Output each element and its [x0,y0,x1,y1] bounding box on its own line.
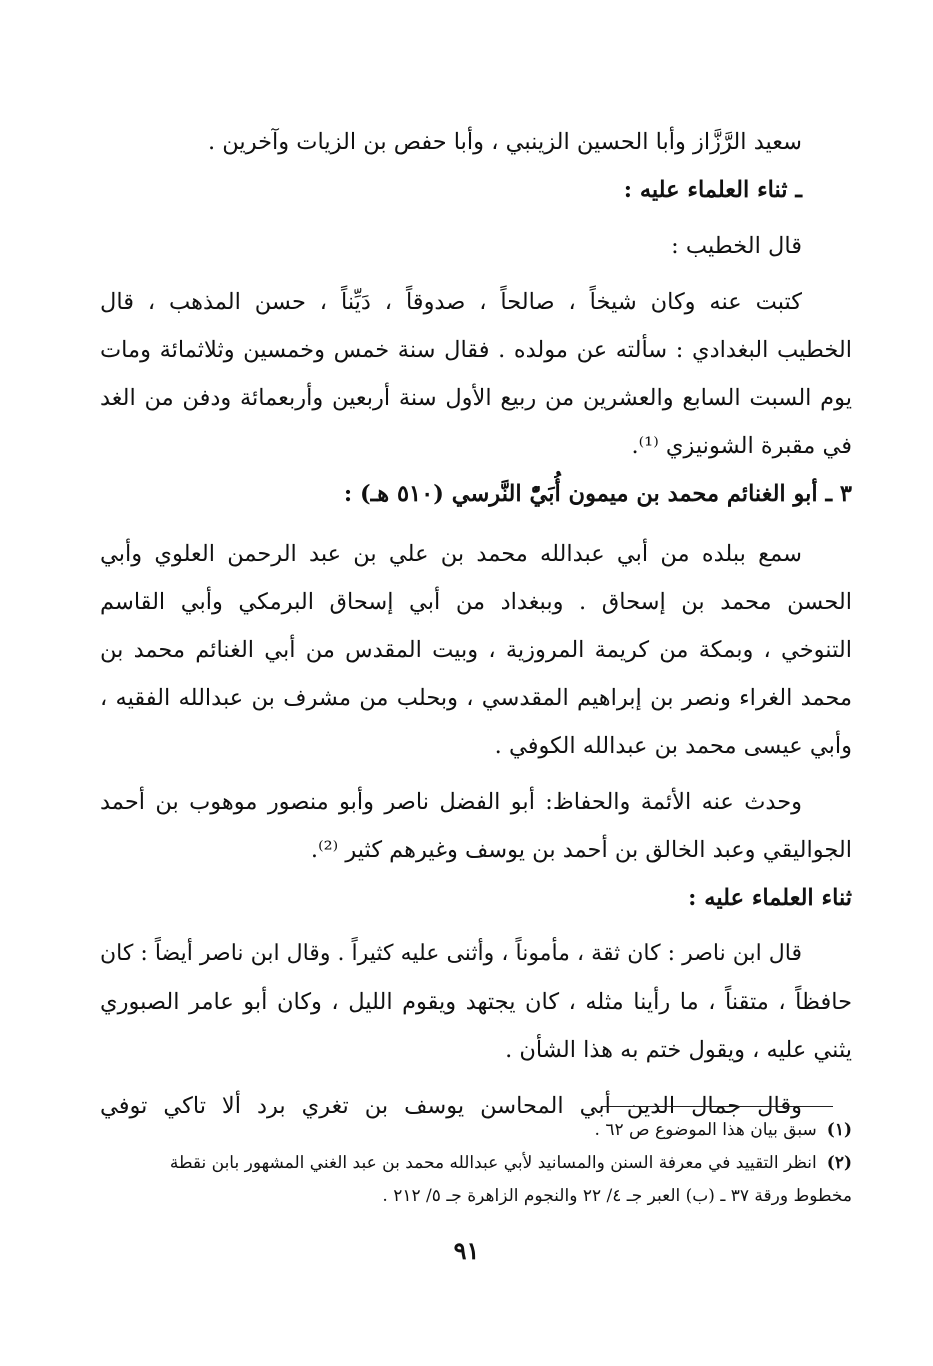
footnote-1 [100,1114,852,1147]
paragraph-line: الجواليقي وعبد الخالق بن أحمد بن يوسف وغيرهم كثير ⁽²⁾. [310,837,852,863]
paragraph-line: وأبي عيسى محمد بن عبدالله الكوفي . [494,733,852,759]
footnotes [100,1114,852,1213]
paragraph-line: يوم السبت السابع والعشرين من ربيع الأول سنة أربعين وأربعمائة ودفن من الغد [100,385,852,411]
footnote-text: سبق بيان هذا الموضوع ص ٦٢ . [594,1120,817,1140]
footnote-text: انظر التقييد في معرفة السنن والمسانيد لأبي عبدالله محمد بن عبد الغني المشهور بابن نقطة [169,1153,817,1173]
section-heading: ـ ثناء العلماء عليه : [623,177,802,203]
page-number: ٩١ [453,1236,480,1265]
paragraph-line: وقال جمال الدين أبي المحاسن يوسف بن تغري برد ألا تاكي توفي [100,1093,802,1119]
paragraph-line: محمد الغراء ونصر بن إبراهيم المقدسي ، وبحلب من مشرف بن عبدالله الفقيه ، [100,685,852,711]
paragraph-line: الحسن محمد بن إسحاق . وببغداد من أبي إسحاق البرمكي وأبي القاسم [100,589,852,615]
footnote-number: (١) [826,1120,852,1140]
section-heading: ثناء العلماء عليه : [688,885,852,911]
paragraph-line: الخطيب البغدادي : سألته عن مولده . فقال سنة خمس وخمسين وثلاثمائة ومات [100,337,852,363]
paragraph-line: قال ابن ناصر : كان ثقة ، مأموناً ، وأثنى عليه كثيراً . وقال ابن ناصر أيضاً : كان [100,941,802,966]
paragraph-line: قال الخطيب : [671,233,802,259]
biography-heading: ٣ ـ أبو الغنائم محمد بن ميمون أُبَيّْ النَّرسي (٥١٠ هـ) : [343,481,852,507]
paragraph-line: وحدث عنه الأئمة والحفاظ: أبو الفضل ناصر وأبو منصور موهوب بن أحمد [100,789,802,815]
paragraph-line: سعيد الرَّزَّاز وأبا الحسين الزينبي ، وأبا حفص بن الزيات وآخرين . [208,129,802,155]
footnote-number: (٢) [826,1153,852,1173]
paragraph-line: سمع ببلده من أبي عبدالله محمد بن علي بن عبد الرحمن العلوي وأبي [100,541,802,567]
paragraph-line: يثني عليه ، ويقول ختم به هذا الشأن . [505,1037,852,1063]
page-body [100,118,852,1268]
footnote-2 [100,1147,852,1180]
paragraph-line: كتبت عنه وكان شيخاً ، صالحاً ، صدوقاً ، دَيِّناً ، حسن المذهب ، قال [100,289,802,315]
footnote-2-continuation: مخطوط ورقة ٣٧ ـ (ب) العبر جـ ٤/ ٢٢ والنجوم الزاهرة جـ ٥/ ٢١٢ . [382,1186,852,1206]
paragraph-line: في مقبرة الشونيزي ⁽¹⁾. [631,433,852,459]
paragraph-line: حافظاً ، متقناً ، ما رأينا مثله ، كان يجتهد ويقوم الليل ، وكان أبو عامر الصبوري [100,989,852,1015]
footnote-separator [601,1106,833,1107]
paragraph-line: التنوخي ، وبمكة من كريمة المروزية ، وبيت المقدس من أبي الغنائم محمد بن [100,637,852,663]
